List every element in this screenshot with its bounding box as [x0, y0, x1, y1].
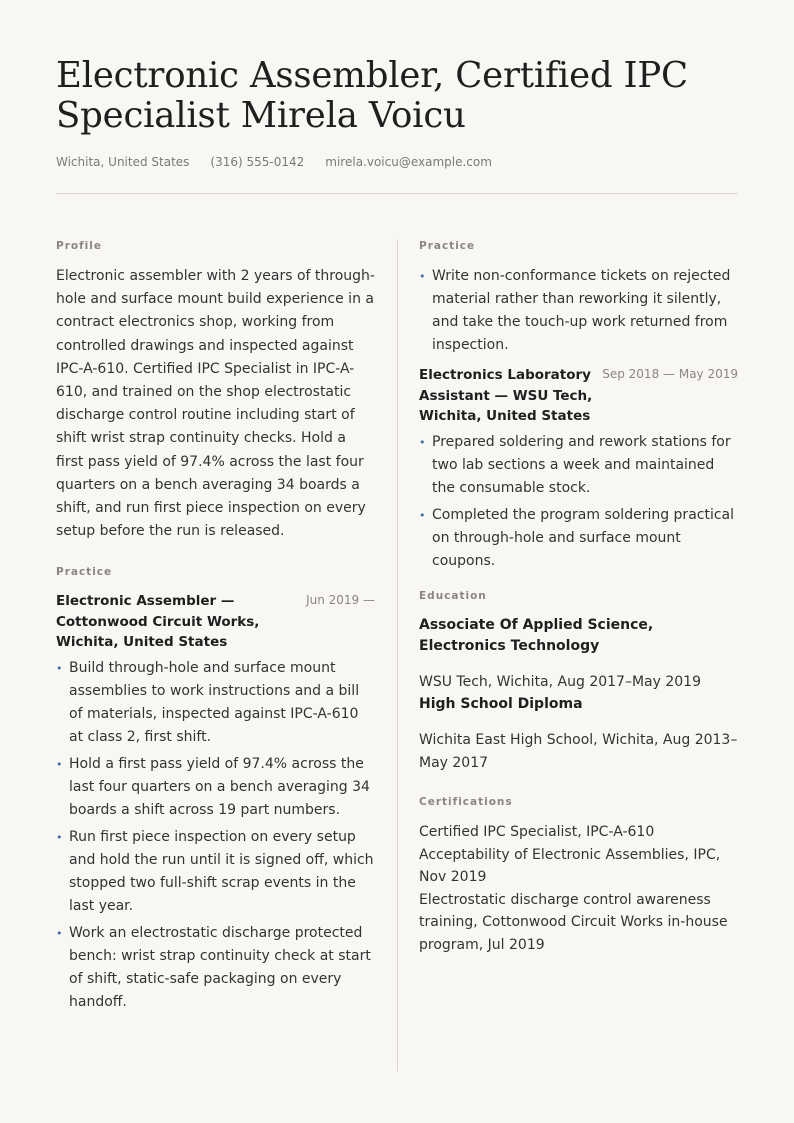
bullet-item — [56, 826, 375, 918]
resume-page — [56, 55, 738, 1010]
certification-list — [419, 821, 738, 956]
certification-item: Certified IPC Specialist, IPC-A-610 Acceptability of Electronic Assemblies, IPC, Nov 2019 — [419, 824, 721, 886]
section-label-education: Education — [419, 589, 487, 602]
job-bullets — [56, 657, 375, 1014]
certifications-section — [419, 795, 738, 956]
section-label-practice-continued: Practice — [419, 240, 476, 252]
bullet-dot-icon: • — [56, 926, 63, 940]
practice-section-right — [419, 239, 738, 573]
location-text: Wichita, United States — [56, 155, 190, 169]
bullet-dot-icon: • — [56, 661, 63, 675]
education-degree: Associate Of Applied Science, Electronics Technology — [419, 616, 654, 654]
phone-text: (316) 555-0142 — [210, 155, 305, 169]
bullet-item — [419, 265, 738, 357]
job-header — [419, 365, 738, 427]
bullet-dot-icon: • — [56, 757, 63, 771]
job-header — [56, 591, 375, 653]
education-detail: WSU Tech, Wichita, Aug 2017–May 2019 — [419, 673, 701, 690]
bullet-text: Prepared soldering and rework stations for two lab sections a week and maintained the consumable stock. — [432, 433, 731, 496]
column-divider — [397, 239, 398, 1071]
email-text: mirela.voicu@example.com — [325, 155, 492, 169]
practice-section-left — [56, 565, 375, 1014]
candidate-name: Electronic Assembler, Certified IPC Specialist Mirela Voicu — [56, 55, 688, 136]
right-column — [419, 239, 738, 956]
bullet-item — [56, 753, 375, 822]
bullet-dot-icon: • — [419, 270, 426, 283]
bullet-text: Build through-hole and surface mount assemblies to work instructions and a bill of materials, inspected against IPC-A-610 at class 2, first shift. — [69, 659, 360, 745]
bullet-text: Write non-conformance tickets on rejected material rather than reworking it silently, and take the touch-up work returned from inspection. — [432, 268, 731, 353]
education-item — [419, 615, 738, 694]
section-label-practice: Practice — [56, 566, 113, 579]
job-bullets — [419, 431, 738, 573]
job-title: Electronics Laboratory Assistant — WSU Tech, Wichita, United States — [419, 367, 593, 424]
section-label-profile: Profile — [56, 240, 102, 252]
education-section — [419, 589, 738, 776]
bullet-item — [419, 431, 738, 500]
bullet-text: Hold a first pass yield of 97.4% across the last four quarters on a bench averaging 34 boards a shift across 19 part numbers. — [69, 755, 370, 818]
bullet-item — [56, 657, 375, 749]
section-label-certifications: Certifications — [419, 796, 513, 809]
job-title: Electronic Assembler — Cottonwood Circuit Works, Wichita, United States — [56, 593, 260, 651]
bullet-text: Completed the program soldering practical on through-hole and surface mount coupons. — [432, 506, 735, 569]
certification-item: Electrostatic discharge control awareness training, Cottonwood Circuit Works in-house program, Jul 2019 — [419, 891, 728, 953]
bullet-item — [419, 504, 738, 573]
education-degree: High School Diploma — [419, 695, 583, 712]
bullet-text: Work an electrostatic discharge protected bench: wrist strap continuity check at start of shift, static-safe packaging on every handoff. — [69, 924, 371, 1010]
bullet-dot-icon: • — [419, 508, 426, 522]
job-date: Jun 2019 — — [306, 593, 375, 608]
contact-line — [56, 155, 738, 169]
bullet-item — [56, 922, 375, 1014]
profile-text: Electronic assembler with 2 years of through-hole and surface mount build experience in a contract electronics shop, working from controlled drawings and inspected against IPC-A-610. Certified IPC Specialist in IPC-A-610, and trained on the shop electrostatic discharge control routine including start of shift wrist strap continuity checks. Hold a first pass yield of 97.4% across the last four quarters on a bench averaging 34 boards a shift, and run first piece inspection on every setup before the run is released. — [56, 268, 375, 540]
left-column — [56, 239, 375, 1018]
continued-bullets — [419, 265, 738, 357]
bullet-text: Run first piece inspection on every setup and hold the run until it is signed off, which stopped two full-shift scrap events in the last year. — [69, 828, 374, 914]
education-detail: Wichita East High School, Wichita, Aug 2013–May 2017 — [419, 731, 738, 771]
two-column-body — [56, 239, 738, 1071]
job-date: Sep 2018 — May 2019 — [602, 367, 738, 381]
header-divider — [56, 193, 738, 194]
bullet-dot-icon: • — [419, 435, 426, 449]
bullet-dot-icon: • — [56, 830, 63, 844]
education-item — [419, 694, 738, 775]
profile-section — [56, 239, 375, 543]
